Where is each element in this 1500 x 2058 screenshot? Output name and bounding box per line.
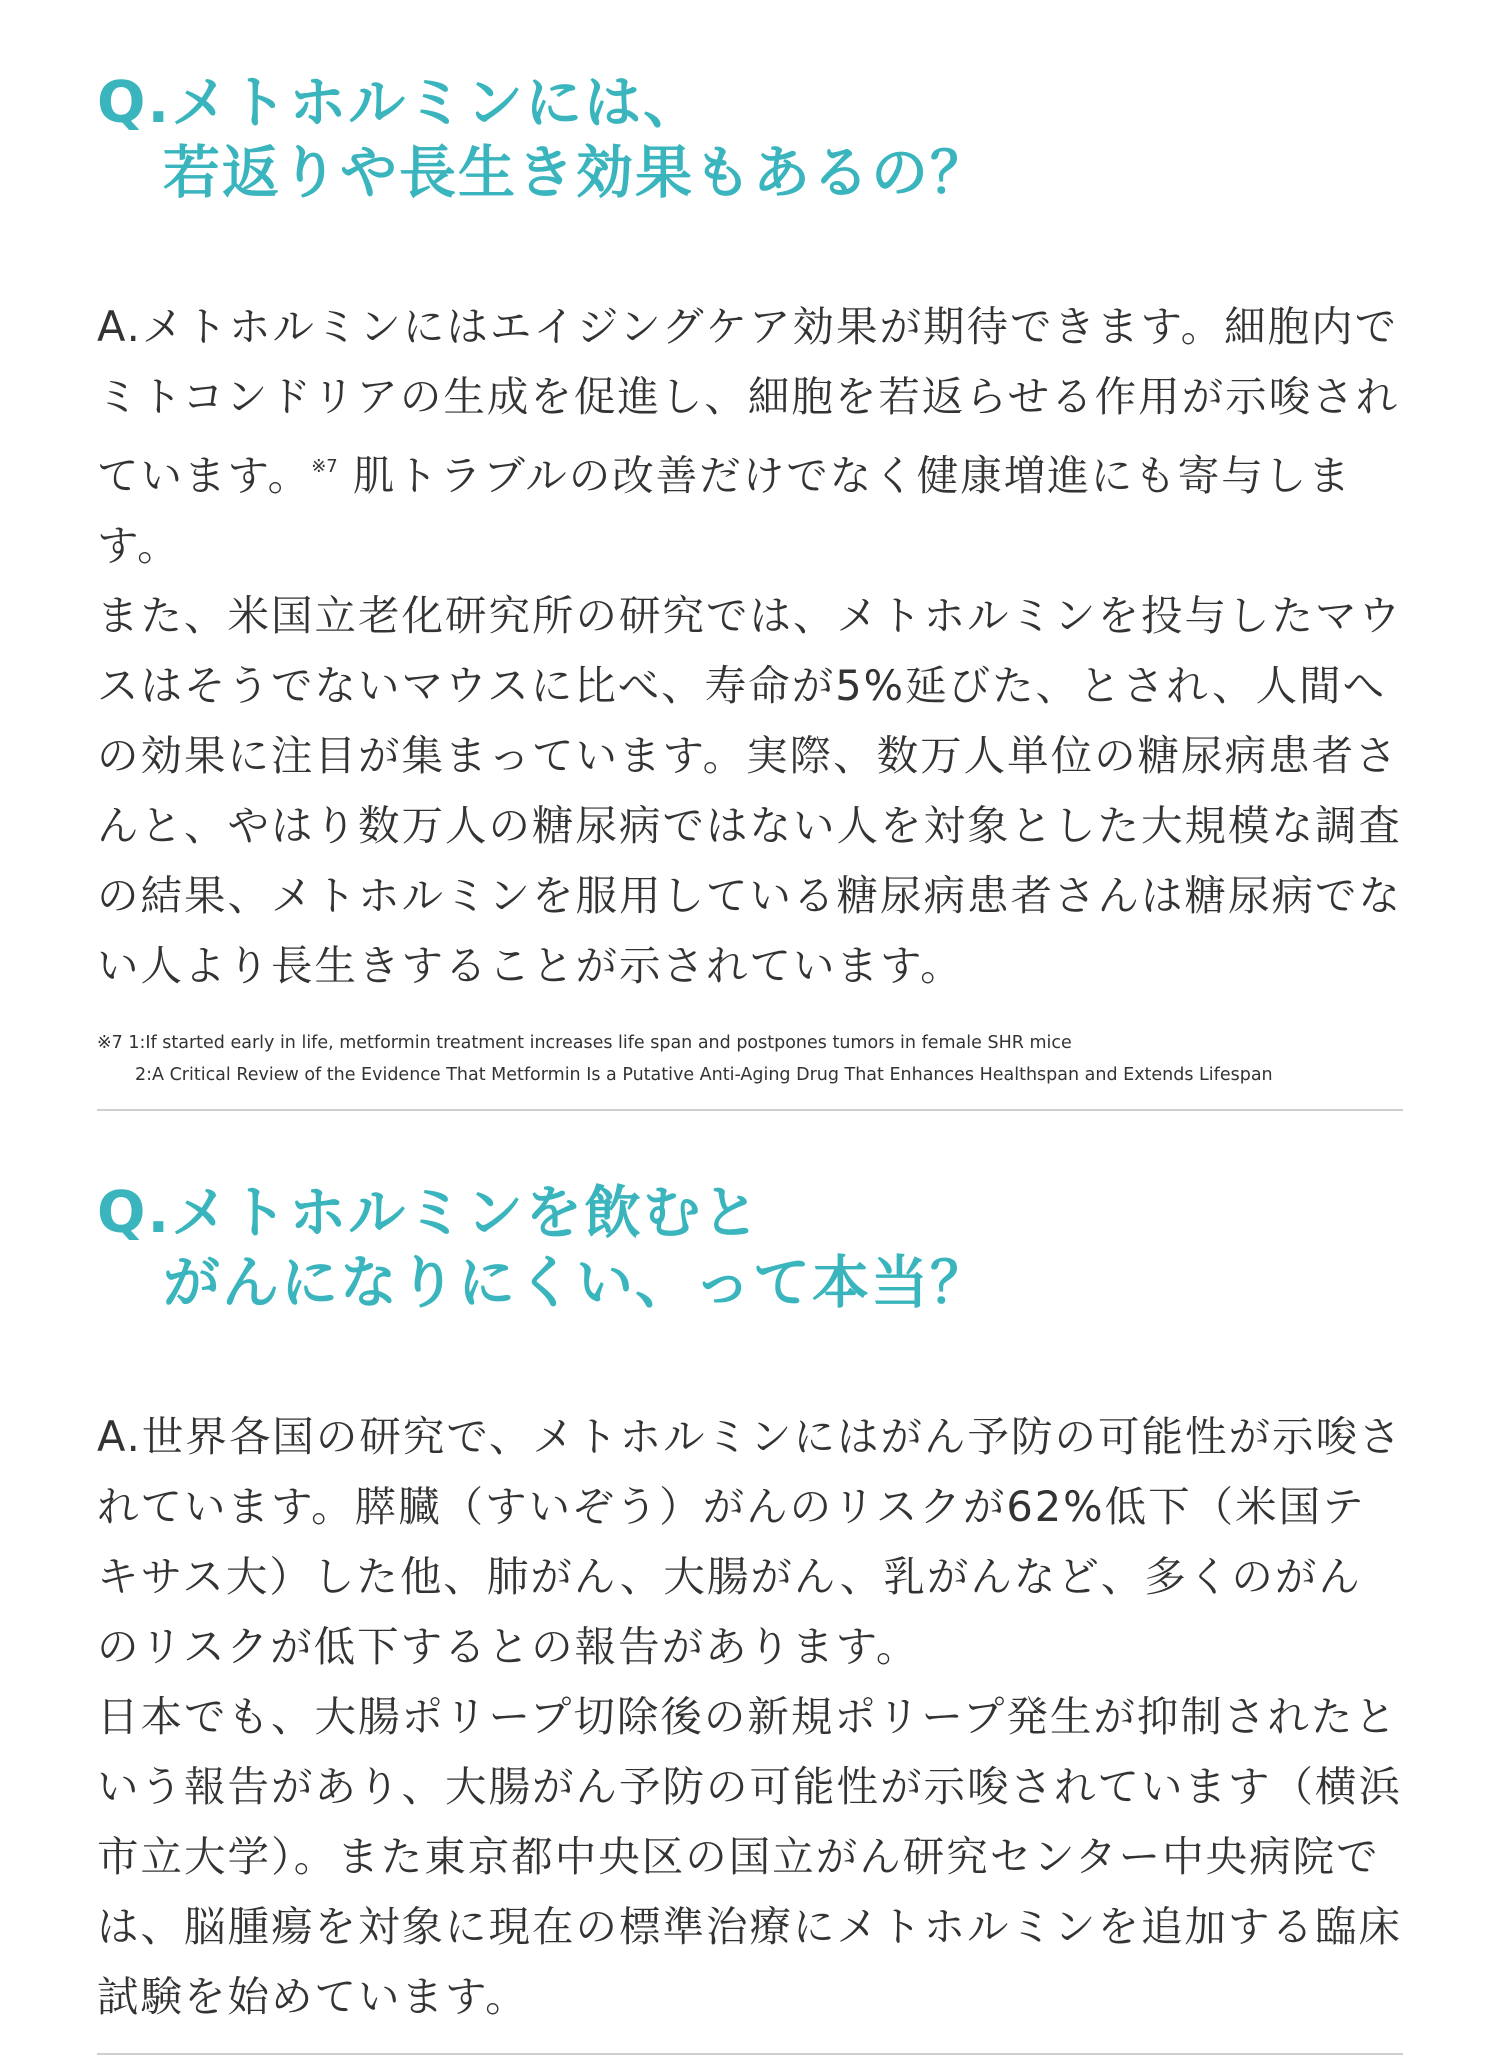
answer-paragraph-2: また、米国立老化研究所の研究では、メトホルミンを投与したマウスはそうでないマウスに比べ、寿命が5%延びた、とされ、人間への効果に注目が集まっています。実際、数万人単位の糖尿病患者さんと、やはり数万人の糖尿病ではない人を対象とした大規模な調査の結果、メトホルミンを服用している糖尿病患者さんは糖尿病でない人より長生きすることが示されています。 bbox=[97, 591, 1403, 990]
question-line-2: 若返りや長生き効果もあるの？ bbox=[163, 140, 989, 206]
section-divider bbox=[97, 1109, 1403, 1111]
question-line-1: Q.メトホルミンには、 bbox=[97, 70, 703, 136]
answer-paragraph-2: 日本でも、大腸ポリープ切除後の新規ポリープ発生が抑制されたという報告があり、大腸がん予防の可能性が示唆されています（横浜市立大学）。また東京都中央区の国立がん研究センター中央病院では、脳腫瘍を対象に現在の標準治療にメトホルミンを追加する臨床試験を始めています。 bbox=[97, 1692, 1403, 2021]
answer-paragraph-1 bbox=[97, 292, 1403, 581]
faq-section-anti-aging bbox=[97, 68, 1403, 1091]
question-line-1: Q.メトホルミンを飲むと bbox=[97, 1180, 762, 1246]
answer-text: 肌トラブルの改善だけでなく健康増進にも寄与します。 bbox=[97, 451, 1352, 570]
question-heading bbox=[97, 68, 1403, 208]
footnote-line-1: ※7 1:If started early in life, metformin treatment increases life span and postpones tumors in female SHR mice bbox=[97, 1033, 1072, 1053]
footnotes bbox=[97, 1027, 1403, 1091]
answer-body bbox=[97, 1402, 1403, 2032]
answer-body bbox=[97, 292, 1403, 1001]
footnote-line-2: 2:A Critical Review of the Evidence That Metformin Is a Putative Anti-Aging Drug That Enhances Healthspan and Extends Lifespan bbox=[135, 1065, 1273, 1085]
question-line-2: がんになりにくい、って本当？ bbox=[163, 1250, 989, 1316]
footnote-reference: ※7 bbox=[311, 456, 338, 477]
section-divider bbox=[97, 2053, 1403, 2055]
question-heading bbox=[97, 1178, 1403, 1318]
answer-paragraph-1: A.世界各国の研究で、メトホルミンにはがん予防の可能性が示唆されています。膵臓（すいぞう）がんのリスクが62%低下（米国テキサス大）した他、肺がん、大腸がん、乳がんなど、多くのがんのリスクが低下するとの報告があります。 bbox=[97, 1412, 1403, 1671]
answer-text: A.メトホルミンにはエイジングケア効果が期待できます。細胞内でミトコンドリアの生成を促進し、細胞を若返らせる作用が示唆されています。 bbox=[97, 302, 1400, 500]
faq-section-cancer bbox=[97, 1178, 1403, 2032]
